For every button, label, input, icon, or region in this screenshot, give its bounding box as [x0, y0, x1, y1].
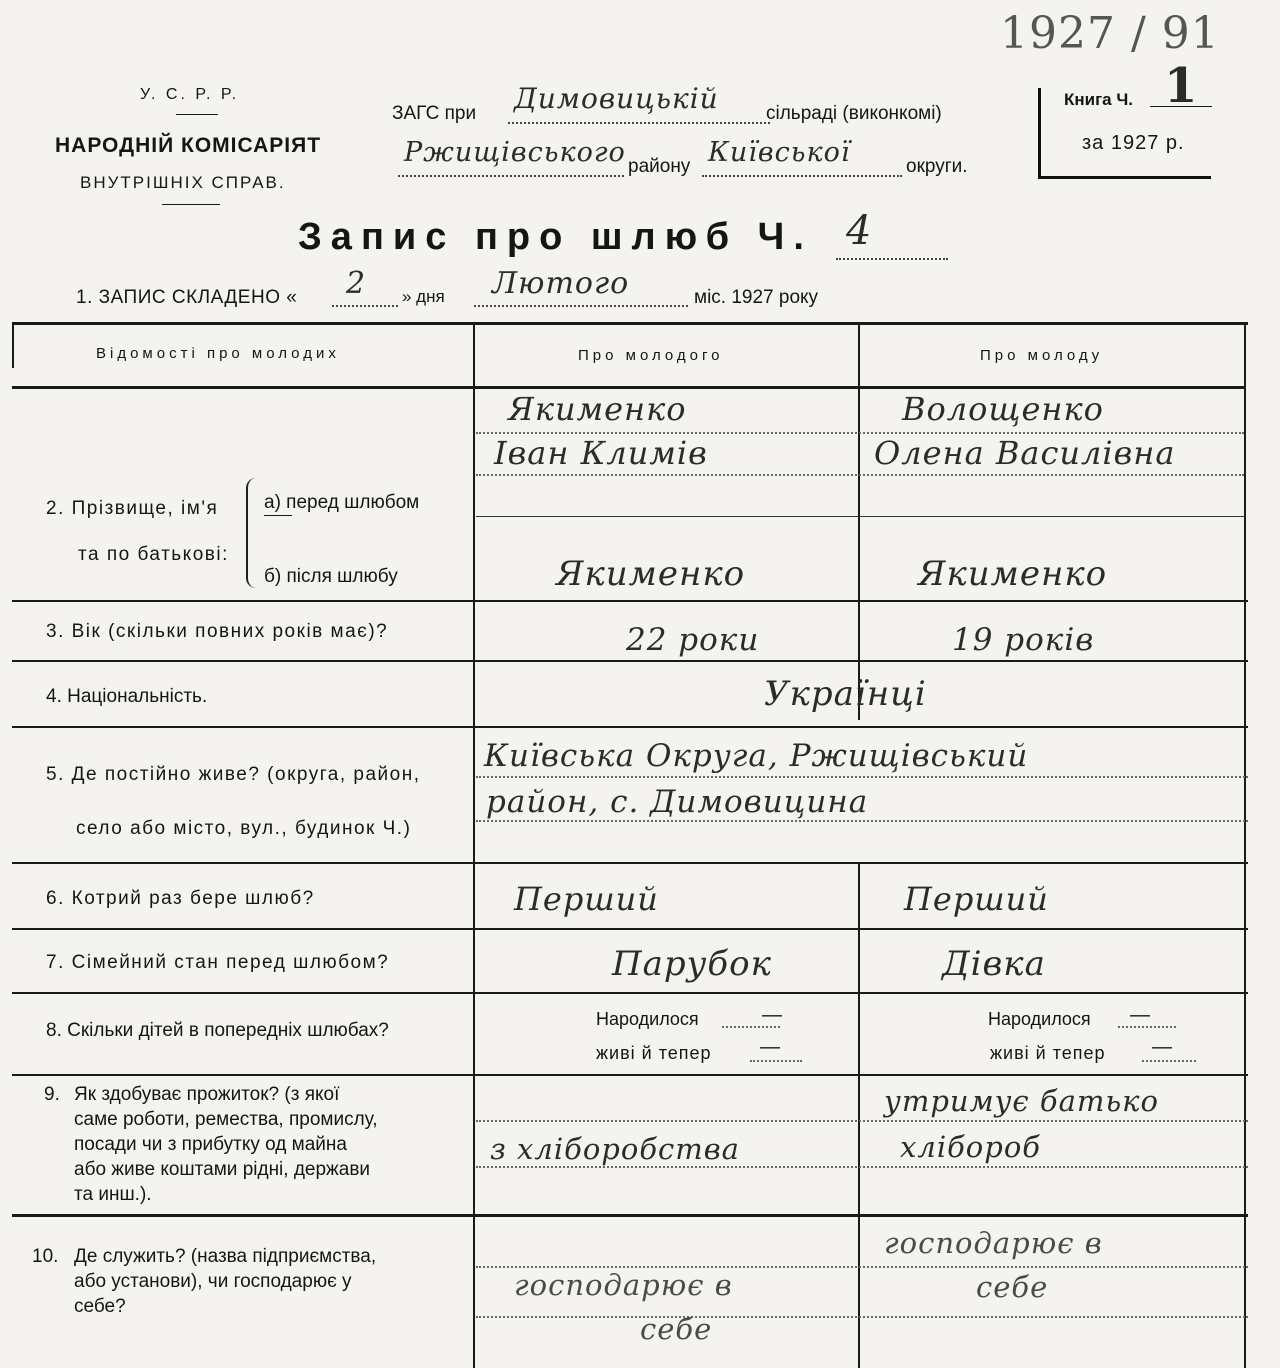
- row-separator: [12, 862, 1248, 864]
- divider: [176, 114, 218, 115]
- bride-livelihood-line2: хлібороб: [900, 1130, 1041, 1164]
- row-separator: [12, 660, 1248, 662]
- col-header-bride: Про молоду: [980, 347, 1104, 364]
- zags-village-line: [508, 122, 770, 124]
- record-day-value: 2: [346, 266, 367, 301]
- row-name-label: та по батькові:: [78, 544, 229, 565]
- name-brace: [246, 478, 258, 588]
- groom-marital-status: Парубок: [612, 944, 772, 984]
- table-col-divider-2b: [858, 862, 860, 1368]
- nationality-value: Українці: [764, 674, 927, 714]
- record-date-mid: » дня: [402, 287, 445, 306]
- zags-prefix: ЗАГС при: [392, 103, 477, 124]
- table-right-border: [1244, 322, 1246, 1368]
- row-livelihood-label: посади чи з прибутку од майна: [74, 1134, 347, 1155]
- bride-born-label: Народилося: [988, 1009, 1091, 1029]
- page-title: Запис про шлюб Ч.: [298, 216, 813, 258]
- okruha-value: Київської: [708, 137, 851, 168]
- residence-guide: [476, 820, 1248, 822]
- residence-value-line2: район, с. Димовицина: [486, 784, 869, 820]
- before-marriage-label: а) перед шлюбом: [264, 492, 420, 513]
- groom-alive-label: живі й тепер: [596, 1043, 712, 1063]
- row-livelihood-number: 9.: [44, 1084, 60, 1105]
- bride-given-before: Олена Василівна: [874, 434, 1176, 472]
- residence-value-line1: Київська Округа, Ржищівський: [484, 738, 1029, 774]
- row-separator: [12, 1074, 1248, 1076]
- divider: [162, 204, 220, 205]
- commissariat-label: НАРОДНІЙ КОМІСАРІЯТ: [55, 134, 322, 157]
- record-date-suffix: міс. 1927 року: [694, 287, 819, 308]
- zags-suffix: сільраді (виконкомі): [766, 103, 942, 124]
- groom-given-before: Іван Климів: [494, 434, 708, 472]
- bride-age: 19 років: [952, 622, 1095, 658]
- row-separator: [12, 992, 1248, 994]
- record-month-line: [474, 305, 688, 307]
- title-number-value: 4: [846, 208, 873, 254]
- row-marriage-count-label: 6. Котрий раз бере шлюб?: [46, 888, 315, 909]
- row-livelihood-label: або живе коштами рідні, держави: [74, 1159, 371, 1180]
- district-value: Ржищівського: [404, 137, 626, 168]
- bride-surname-before: Волощенко: [902, 390, 1104, 428]
- table-top-border: [12, 322, 1248, 325]
- col-header-info: Відомості про молодих: [96, 345, 340, 362]
- groom-marriage-count: Перший: [514, 880, 659, 918]
- groom-born-label: Народилося: [596, 1009, 699, 1029]
- after-marriage-label: б) після шлюбу: [264, 566, 398, 587]
- title-number-line: [836, 258, 948, 260]
- bride-alive-line: [1142, 1060, 1196, 1062]
- okruha-line: [702, 175, 902, 177]
- workplace-guide: [476, 1316, 1248, 1318]
- row-age-label: 3. Вік (скільки повних років має)?: [46, 621, 389, 642]
- groom-workplace-line1: господарює в: [514, 1268, 733, 1302]
- bride-marital-status: Дівка: [942, 944, 1046, 984]
- row-separator: [12, 600, 1248, 602]
- department-label: ВНУТРІШНІХ СПРАВ.: [80, 173, 286, 192]
- book-year: за 1927 р.: [1082, 132, 1185, 154]
- name-sub-divider: [476, 516, 1244, 517]
- row-livelihood-label: саме роботи, ремества, промислу,: [74, 1109, 378, 1130]
- row-workplace-label: себе?: [74, 1296, 126, 1317]
- col-header-groom: Про молодого: [578, 347, 724, 364]
- name-before-guide: [476, 474, 1244, 476]
- row-separator: [12, 386, 1246, 389]
- groom-age: 22 роки: [626, 622, 760, 658]
- district-label: району: [628, 156, 691, 177]
- bride-workplace-line1: господарює в: [884, 1226, 1103, 1260]
- groom-born-value: —: [762, 1004, 782, 1026]
- row-livelihood-label: та инш.).: [74, 1184, 152, 1205]
- residence-guide: [476, 776, 1248, 778]
- groom-surname-before: Якименко: [508, 390, 687, 428]
- table-col-divider-1: [473, 322, 475, 1368]
- table-left-border: [12, 322, 14, 368]
- record-date-prefix: 1. ЗАПИС СКЛАДЕНО «: [76, 287, 298, 308]
- row-separator: [12, 1214, 1248, 1217]
- bride-surname-after: Якименко: [918, 554, 1108, 594]
- row-nationality-label: 4. Національність.: [46, 686, 208, 707]
- row-residence-label: 5. Де постійно живе? (округа, район,: [46, 764, 421, 785]
- book-number-value: 1: [1164, 58, 1199, 114]
- bride-livelihood-line1: утримує батько: [884, 1084, 1159, 1118]
- row-separator: [12, 928, 1248, 930]
- record-month-value: Лютого: [492, 266, 630, 301]
- bride-alive-label: живі й тепер: [990, 1043, 1106, 1063]
- bride-alive-value: —: [1152, 1036, 1172, 1058]
- book-label: Книга Ч.: [1064, 90, 1134, 109]
- republic-label: У. С. Р. Р.: [140, 86, 240, 103]
- groom-surname-after: Якименко: [556, 554, 746, 594]
- livelihood-guide: [476, 1120, 1248, 1122]
- row-marital-status-label: 7. Сімейний стан перед шлюбом?: [46, 952, 390, 973]
- bride-workplace-line2: себе: [976, 1270, 1049, 1304]
- record-day-line: [332, 305, 398, 307]
- bride-marriage-count: Перший: [904, 880, 1049, 918]
- groom-workplace-line2: себе: [640, 1312, 713, 1346]
- row-workplace-label: або установи), чи господарює у: [74, 1271, 352, 1292]
- zags-village-value: Димовицькій: [514, 82, 719, 115]
- row-workplace-number: 10.: [32, 1246, 59, 1267]
- groom-alive-value: —: [760, 1036, 780, 1058]
- livelihood-guide: [476, 1166, 1248, 1168]
- row-workplace-label: Де служить? (назва підприємства,: [74, 1246, 377, 1267]
- row-separator: [12, 726, 1248, 728]
- district-line: [398, 175, 624, 177]
- bride-born-value: —: [1130, 1004, 1150, 1026]
- row-livelihood-label: Як здобуває прожиток? (з якої: [74, 1084, 340, 1105]
- groom-alive-line: [750, 1060, 802, 1062]
- okruha-label: округи.: [906, 156, 968, 177]
- groom-livelihood: з хліборобства: [490, 1132, 740, 1166]
- before-marriage-underline: [264, 515, 292, 516]
- row-name-label: 2. Прізвище, ім'я: [46, 498, 219, 519]
- row-children-label: 8. Скільки дітей в попередніх шлюбах?: [46, 1020, 389, 1041]
- corner-marks: 1927 / 91: [1000, 8, 1220, 59]
- row-residence-label: село або місто, вул., будинок Ч.): [76, 818, 412, 839]
